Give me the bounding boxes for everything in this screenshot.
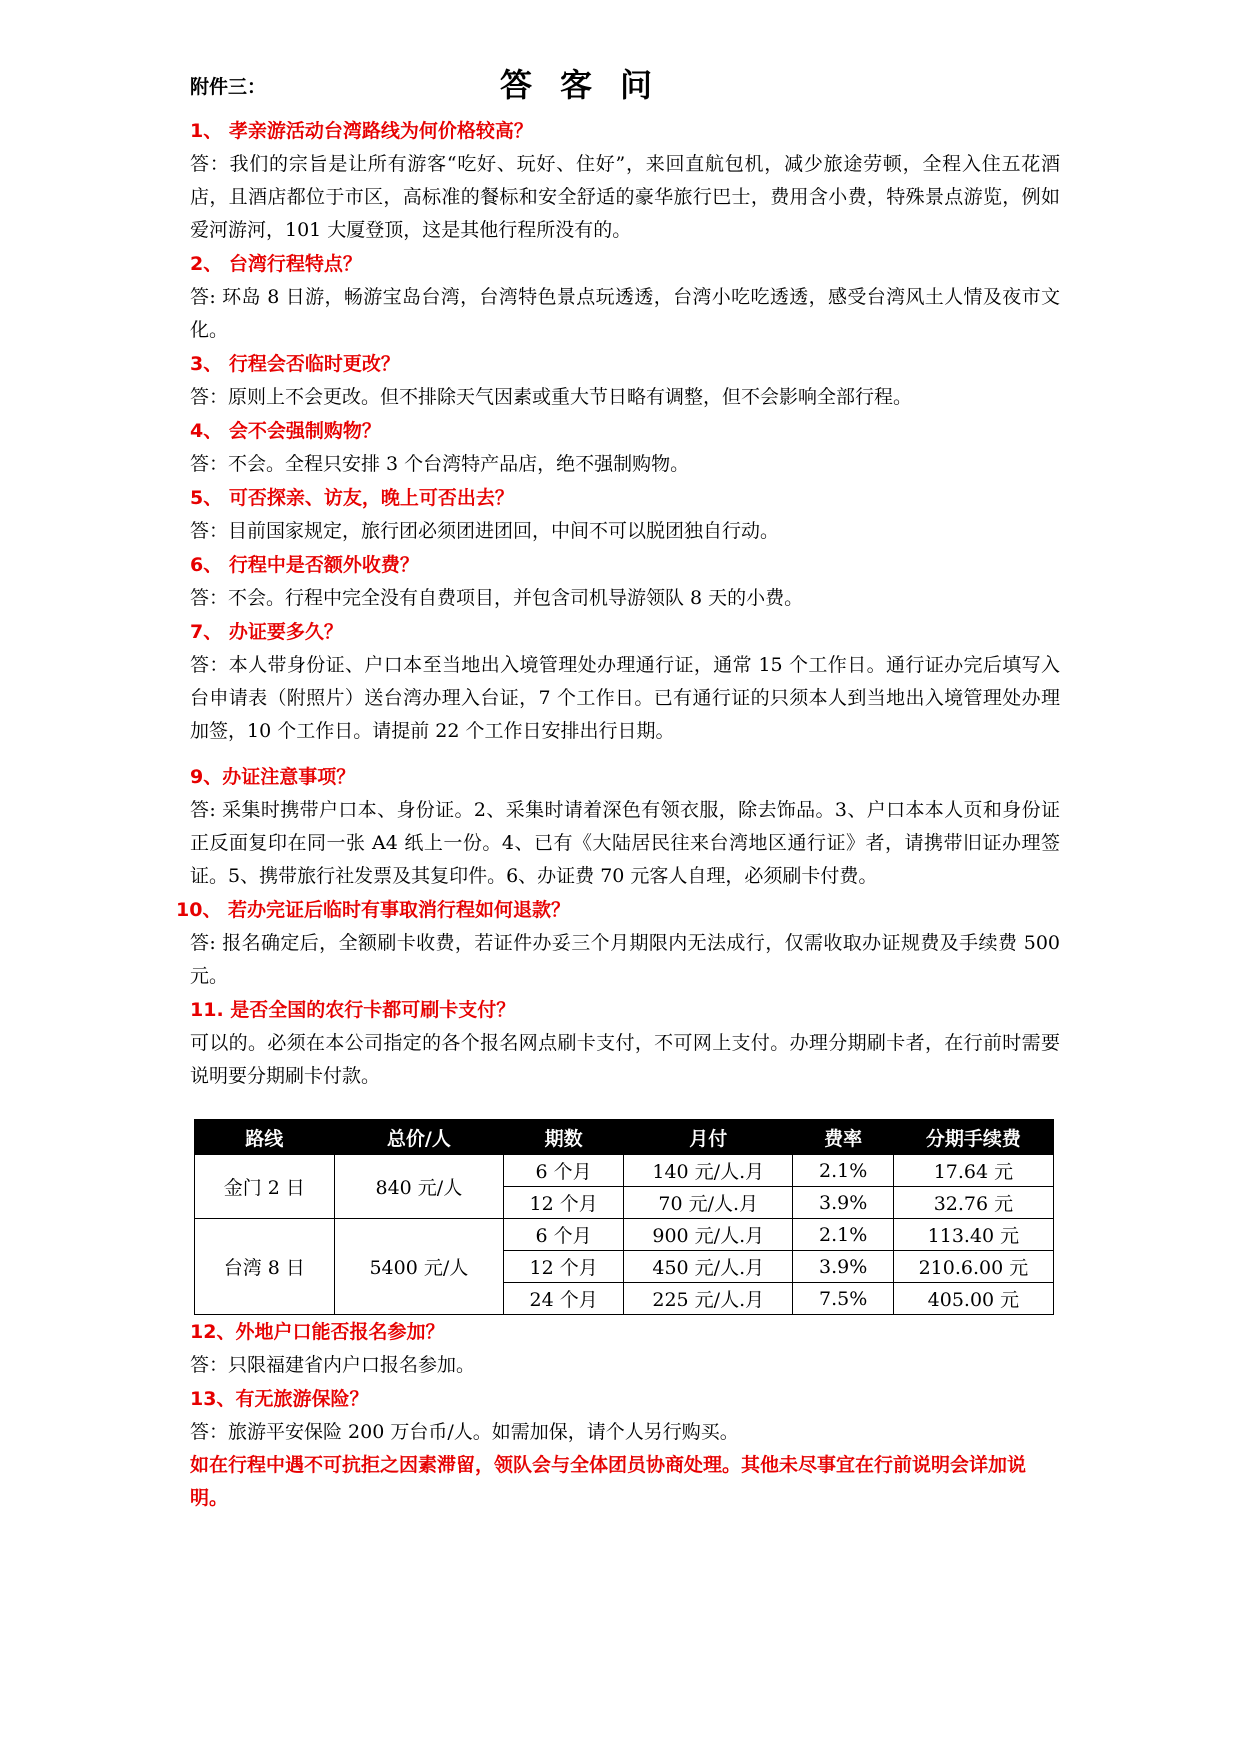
answer: 答: 环岛 8 日游，畅游宝岛台湾，台湾特色景点玩透透，台湾小吃吃透透，感受台湾风土人情及夜市文化。: [190, 286, 1060, 341]
answer: 答：目前国家规定，旅行团必须团进团回，中间不可以脱团独自行动。: [190, 520, 780, 542]
table-header-row: [195, 1120, 1054, 1155]
qa-item-3: [190, 347, 1060, 414]
question: 1、 孝亲游活动台湾路线为何价格较高？: [190, 120, 533, 142]
qa-item-2: [190, 247, 1060, 347]
fee-cell: 17.64 元: [893, 1155, 1053, 1187]
answer: 可以的。必须在本公司指定的各个报名网点刷卡支付，不可网上支付。办理分期刷卡者，在行前时需要说明要分期刷卡付款。: [190, 1032, 1060, 1087]
monthly-cell: 225 元/人.月: [624, 1283, 793, 1315]
answer: 答：只限福建省内户口报名参加。: [190, 1354, 476, 1376]
term-cell: 12 个月: [504, 1187, 624, 1219]
spacer: [190, 1093, 1060, 1119]
question: 11. 是否全国的农行卡都可刷卡支付？: [190, 999, 516, 1021]
fee-cell: 210.6.00 元: [893, 1251, 1053, 1283]
term-cell: 6 个月: [504, 1219, 624, 1251]
column-header: 总价/人: [334, 1120, 504, 1155]
fee-cell: 405.00 元: [893, 1283, 1053, 1315]
answer: 答：本人带身份证、户口本至当地出入境管理处办理通行证，通常 15 个工作日。通行证办完后填写入台申请表（附照片）送台湾办理入台证，7 个工作日。已有通行证的只须本人到当地出入境管理处办理加签，10 个工作日。请提前 22 个工作日安排出行日期。: [190, 654, 1060, 742]
monthly-cell: 450 元/人.月: [624, 1251, 793, 1283]
installment-fee-table: [194, 1119, 1054, 1315]
question: 5、 可否探亲、访友，晚上可否出去？: [190, 487, 514, 509]
total-price-cell: 840 元/人: [334, 1155, 504, 1219]
column-header: 月付: [624, 1120, 793, 1155]
term-cell: 24 个月: [504, 1283, 624, 1315]
rate-cell: 2.1%: [793, 1155, 893, 1187]
fee-cell: 32.76 元: [893, 1187, 1053, 1219]
term-cell: 6 个月: [504, 1155, 624, 1187]
qa-item-12: [190, 1315, 1060, 1382]
monthly-cell: 140 元/人.月: [624, 1155, 793, 1187]
term-cell: 12 个月: [504, 1251, 624, 1283]
table-row: [195, 1155, 1054, 1187]
document-header: [0, 60, 1241, 110]
answer: 答：原则上不会更改。但不排除天气因素或重大节日略有调整，但不会影响全部行程。: [190, 386, 913, 408]
answer: 答: 报名确定后，全额刷卡收费，若证件办妥三个月期限内无法成行，仅需收取办证规费及手续费 500 元。: [190, 932, 1060, 987]
question: 2、 台湾行程特点？: [190, 253, 362, 275]
route-cell: 金门 2 日: [195, 1155, 335, 1219]
answer: 答：旅游平安保险 200 万台币/人。如需加保，请个人另行购买。: [190, 1421, 739, 1443]
qa-item-5: [190, 481, 1060, 548]
question: 9、办证注意事项？: [190, 766, 356, 788]
column-header: 费率: [793, 1120, 893, 1155]
attachment-label: 附件三：: [190, 76, 267, 98]
total-price-cell: 5400 元/人: [334, 1219, 504, 1315]
fee-cell: 113.40 元: [893, 1219, 1053, 1251]
answer: 答: 采集时携带户口本、身份证。2、采集时请着深色有领衣服，除去饰品。3、户口本本人页和身份证正反面复印在同一张 A4 纸上一份。4、已有《大陆居民往来台湾地区通行证》者，请携带旧证办理签证。5、携带旅行社发票及其复印件。6、办证费 70 元客人自理，必须刷卡付费。: [190, 799, 1060, 887]
closing-note: 如在行程中遇不可抗拒之因素滞留，领队会与全体团员协商处理。其他未尽事宜在行前说明会详加说明。: [190, 1454, 1027, 1509]
route-cell: 台湾 8 日: [195, 1219, 335, 1315]
monthly-cell: 70 元/人.月: [624, 1187, 793, 1219]
question: 7、 办证要多久？: [190, 621, 343, 643]
column-header: 分期手续费: [893, 1120, 1053, 1155]
answer: 答：不会。行程中完全没有自费项目，并包含司机导游领队 8 天的小费。: [190, 587, 804, 609]
question: 12、外地户口能否报名参加？: [190, 1321, 445, 1343]
column-header: 路线: [195, 1120, 335, 1155]
qa-content: [176, 114, 1060, 1515]
question: 6、 行程中是否额外收费？: [190, 554, 419, 576]
question: 3、 行程会否临时更改？: [190, 353, 400, 375]
rate-cell: 2.1%: [793, 1219, 893, 1251]
qa-item-13: [190, 1382, 1060, 1449]
question: 10、 若办完证后临时有事取消行程如何退款？: [176, 899, 571, 921]
answer: 答：不会。全程只安排 3 个台湾特产品店，绝不强制购物。: [190, 453, 690, 475]
question: 13、有无旅游保险？: [190, 1388, 369, 1410]
page-title: 答客问: [500, 66, 681, 104]
qa-item-1: [190, 114, 1060, 247]
qa-item-4: [190, 414, 1060, 481]
monthly-cell: 900 元/人.月: [624, 1219, 793, 1251]
column-header: 期数: [504, 1120, 624, 1155]
qa-item-7: [190, 615, 1060, 748]
qa-item-6: [190, 548, 1060, 615]
answer: 答：我们的宗旨是让所有游客“吃好、玩好、住好”，来回直航包机，减少旅途劳顿，全程入住五花酒店，且酒店都位于市区，高标准的餐标和安全舒适的豪华旅行巴士，费用含小费，特殊景点游览，例如爱河游河，101 大厦登顶，这是其他行程所没有的。: [190, 153, 1060, 241]
qa-item-11: [190, 993, 1060, 1093]
spacer: [190, 748, 1060, 760]
rate-cell: 3.9%: [793, 1251, 893, 1283]
table-row: [195, 1219, 1054, 1251]
qa-item-9: [190, 760, 1060, 893]
rate-cell: 7.5%: [793, 1283, 893, 1315]
qa-item-10: [176, 893, 1060, 993]
rate-cell: 3.9%: [793, 1187, 893, 1219]
question: 4、 会不会强制购物？: [190, 420, 381, 442]
